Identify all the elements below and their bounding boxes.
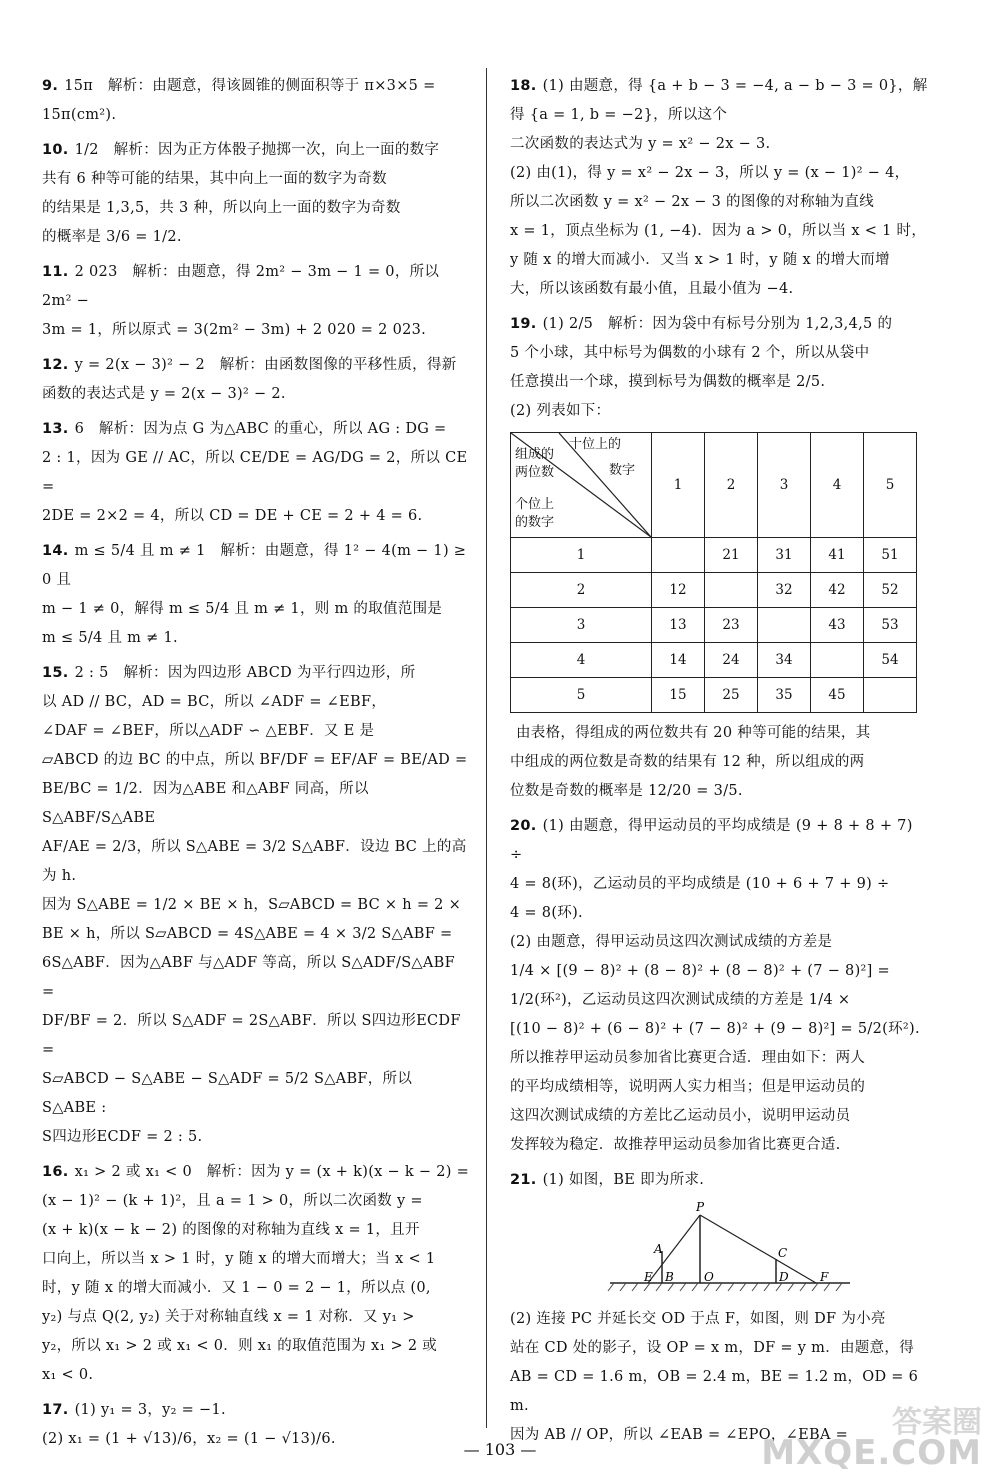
question-number: 13. bbox=[42, 421, 69, 437]
answer-line: m ≤ 5/4 且 m ≠ 1. bbox=[42, 630, 178, 646]
table-cell: 25 bbox=[705, 678, 758, 713]
answer-line: ∠DAF = ∠BEF，所以△ADF ∽ △EBF．又 E 是 bbox=[42, 723, 375, 739]
answer-item bbox=[510, 310, 930, 426]
answer-line: BE × h，所以 S▱ABCD = 4S△ABE = 4 × 3/2 S△ABF = bbox=[42, 926, 453, 942]
answer-line: 15π(cm²). bbox=[42, 107, 117, 123]
answer-line: [(10 − 8)² + (6 − 8)² + (7 − 8)² + (9 − 8)²] = 5/2(环²). bbox=[510, 1021, 920, 1037]
table-cell bbox=[811, 643, 864, 678]
answer-line: 由表格，得组成的两位数共有 20 种等可能的结果，其 bbox=[516, 725, 871, 741]
answer-line: BE/BC = 1/2．因为△ABE 和△ABF 同高，所以 S△ABF/S△ABE bbox=[42, 781, 369, 826]
question-number: 15. bbox=[42, 665, 69, 681]
row-header: 1 bbox=[511, 538, 652, 573]
label-F: F bbox=[820, 1270, 829, 1284]
row-header: 4 bbox=[511, 643, 652, 678]
answer-line: AF/AE = 2/3，所以 S△ABE = 3/2 S△ABF．设边 BC 上的高为 h. bbox=[42, 839, 467, 884]
answer-line: m ≤ 5/4 且 m ≠ 1 解析：由题意，得 1² − 4(m − 1) ≥ 0 且 bbox=[42, 543, 467, 588]
answer-line: 的平均成绩相等，说明两人实力相当；但是甲运动员的 bbox=[510, 1079, 866, 1095]
answer-line: 中组成的两位数是奇数的结果有 12 种，所以组成的两 bbox=[510, 754, 865, 770]
question-number: 14. bbox=[42, 543, 69, 559]
answer-item bbox=[510, 812, 930, 1160]
table-cell: 34 bbox=[758, 643, 811, 678]
table-cell: 14 bbox=[652, 643, 705, 678]
question-number: 10. bbox=[42, 142, 69, 158]
table-cell: 45 bbox=[811, 678, 864, 713]
question-number: 17. bbox=[42, 1402, 69, 1418]
answer-line: 1/4 × [(9 − 8)² + (8 − 8)² + (8 − 8)² + (7 − 8)²] = bbox=[510, 963, 890, 979]
column-divider bbox=[486, 68, 487, 1428]
two-digit-table bbox=[510, 432, 917, 713]
answer-line: y₂，所以 x₁ > 2 或 x₁ < 0．则 x₁ 的取值范围为 x₁ > 2 或 bbox=[42, 1338, 438, 1354]
answer-item bbox=[510, 1166, 930, 1195]
label-A: A bbox=[654, 1242, 663, 1256]
label-C: C bbox=[778, 1246, 788, 1260]
table-cell bbox=[652, 538, 705, 573]
answer-line: 2 : 1，因为 GE // AC，所以 CE/DE = AG/DG = 2，所以 CE = bbox=[42, 450, 468, 495]
answer-line: 的概率是 3/6 = 1/2. bbox=[42, 229, 182, 245]
header-number-label: 组成的 bbox=[515, 447, 555, 462]
label-D: D bbox=[779, 1270, 789, 1284]
table-cell: 13 bbox=[652, 608, 705, 643]
answer-line: (2) 由题意，得甲运动员这四次测试成绩的方差是 bbox=[510, 934, 833, 950]
table-cell: 51 bbox=[864, 538, 917, 573]
answer-line: 2DE = 2×2 = 4，所以 CD = DE + CE = 2 + 4 = 6. bbox=[42, 508, 423, 524]
answer-line: 1/2(环²)，乙运动员这四次测试成绩的方差是 1/4 × bbox=[510, 992, 851, 1008]
table-cell: 41 bbox=[811, 538, 864, 573]
answer-item bbox=[42, 415, 470, 531]
header-number-label-2: 两位数 bbox=[515, 465, 555, 480]
col-header: 3 bbox=[758, 433, 811, 538]
table-header-row bbox=[511, 433, 917, 538]
answer-line: y = 2(x − 3)² − 2 解析：由函数图像的平移性质，得新 bbox=[74, 357, 457, 373]
table-cell bbox=[758, 608, 811, 643]
header-tens-label: 十位上的 bbox=[569, 437, 622, 452]
question-number: 9. bbox=[42, 78, 59, 94]
answer-line: 因为 S△ABE = 1/2 × BE × h，S▱ABCD = BC × h = 2 × bbox=[42, 897, 462, 913]
answer-item bbox=[42, 136, 470, 252]
table-row bbox=[511, 573, 917, 608]
table-cell: 52 bbox=[864, 573, 917, 608]
page-number: — 103 — bbox=[463, 1440, 537, 1459]
answer-item bbox=[510, 72, 930, 304]
row-header: 3 bbox=[511, 608, 652, 643]
table-cell: 15 bbox=[652, 678, 705, 713]
header-digit-label: 数字 bbox=[609, 463, 636, 478]
answer-line: y₂) 与点 Q(2, y₂) 关于对称轴直线 x = 1 对称．又 y₁ > bbox=[42, 1309, 415, 1325]
table-cell: 12 bbox=[652, 573, 705, 608]
answer-line: (1) 由题意，得 {a + b − 3 = −4, a − b − 3 = 0}，解得 {a = 1, b = −2}，所以这个 bbox=[510, 78, 928, 123]
answer-line: (x + k)(x − k − 2) 的图像的对称轴为直线 x = 1，且开 bbox=[42, 1222, 420, 1238]
answer-line: (x − 1)² − (k + 1)²，且 a = 1 > 0，所以二次函数 y = bbox=[42, 1193, 423, 1209]
answer-item bbox=[42, 537, 470, 653]
header-ones-label: 个位上 bbox=[515, 497, 555, 512]
answer-line: 的结果是 1,3,5，共 3 种，所以向上一面的数字为奇数 bbox=[42, 200, 401, 216]
answer-line: 函数的表达式是 y = 2(x − 3)² − 2. bbox=[42, 386, 286, 402]
answer-line: y 随 x 的增大而减小．又当 x > 1 时，y 随 x 的增大而增 bbox=[510, 252, 890, 268]
answer-line: 因为 AB // OP，所以 ∠EAB = ∠EPO，∠EBA = bbox=[510, 1427, 849, 1443]
answer-line: 站在 CD 处的影子，设 OP = x m，DF = y m．由题意，得 bbox=[510, 1340, 914, 1356]
label-E: E bbox=[644, 1270, 653, 1284]
right-column bbox=[510, 72, 930, 1456]
row-header: 5 bbox=[511, 678, 652, 713]
answer-line: 4 = 8(环). bbox=[510, 905, 583, 921]
answer-line: 2 023 解析：由题意，得 2m² − 3m − 1 = 0，所以 2m² − bbox=[42, 264, 440, 309]
answer-item bbox=[42, 1158, 470, 1390]
table-cell: 31 bbox=[758, 538, 811, 573]
answer-line: (2) 由(1)，得 y = x² − 2x − 3，所以 y = (x − 1)² − 4， bbox=[510, 165, 910, 181]
header-ones-label-2: 的数字 bbox=[515, 515, 555, 530]
answer-item bbox=[42, 351, 470, 409]
table-cell: 42 bbox=[811, 573, 864, 608]
answer-line: 6 解析：因为点 G 为△ABC 的重心，所以 AG : DG = bbox=[74, 421, 447, 437]
answer-line: 所以推荐甲运动员参加省比赛更合适．理由如下：两人 bbox=[510, 1050, 866, 1066]
table-row bbox=[511, 538, 917, 573]
col-header: 5 bbox=[864, 433, 917, 538]
table-cell: 53 bbox=[864, 608, 917, 643]
table-corner-header bbox=[511, 433, 652, 538]
answer-item bbox=[510, 719, 930, 806]
question-number: 18. bbox=[510, 78, 537, 94]
answer-line: 共有 6 种等可能的结果，其中向上一面的数字为奇数 bbox=[42, 171, 387, 187]
col-header: 2 bbox=[705, 433, 758, 538]
answer-line: 15π 解析：由题意，得该圆锥的侧面积等于 π×3×5 = bbox=[64, 78, 436, 94]
table-row bbox=[511, 678, 917, 713]
answer-line: 6S△ABF．因为△ABF 与△ADF 等高，所以 S△ADF/S△ABF = bbox=[42, 955, 455, 1000]
answer-line: (1) 如图，BE 即为所求. bbox=[542, 1172, 705, 1188]
question-number: 20. bbox=[510, 818, 537, 834]
answer-line: x = 1，顶点坐标为 (1, −4)．因为 a > 0，所以当 x < 1 时， bbox=[510, 223, 927, 239]
answer-line: x₁ > 2 或 x₁ < 0 解析：因为 y = (x + k)(x − k − 2) = bbox=[74, 1164, 470, 1180]
answer-line: 这四次测试成绩的方差比乙运动员小，说明甲运动员 bbox=[510, 1108, 851, 1124]
answer-line: 发挥较为稳定．故推荐甲运动员参加省比赛更合适. bbox=[510, 1137, 841, 1153]
answer-line: x₁ < 0. bbox=[42, 1367, 94, 1383]
answer-line: (2) x₁ = (1 + √13)/6，x₂ = (1 − √13)/6. bbox=[42, 1431, 336, 1447]
answer-line: 4 = 8(环)，乙运动员的平均成绩是 (10 + 6 + 7 + 9) ÷ bbox=[510, 876, 890, 892]
answer-line: 大，所以该函数有最小值，且最小值为 −4. bbox=[510, 281, 794, 297]
label-P: P bbox=[696, 1201, 705, 1214]
answer-line: 以 AD // BC，AD = BC，所以 ∠ADF = ∠EBF， bbox=[42, 694, 387, 710]
table-row bbox=[511, 608, 917, 643]
answer-line: 时，y 随 x 的增大而减小．又 1 − 0 = 2 − 1，所以点 (0, bbox=[42, 1280, 431, 1296]
col-header: 1 bbox=[652, 433, 705, 538]
question-number: 21. bbox=[510, 1172, 537, 1188]
label-O: O bbox=[704, 1270, 714, 1284]
answer-line: DF/BF = 2．所以 S△ADF = 2S△ABF．所以 S四边形ECDF = bbox=[42, 1013, 461, 1058]
table-cell bbox=[705, 573, 758, 608]
answer-line: S▱ABCD − S△ABE − S△ADF = 5/2 S△ABF，所以 S△ABE : bbox=[42, 1071, 413, 1116]
left-column bbox=[42, 72, 470, 1460]
col-header: 4 bbox=[811, 433, 864, 538]
answer-line: S四边形ECDF = 2 : 5. bbox=[42, 1129, 203, 1145]
answer-line: 位数是奇数的概率是 12/20 = 3/5. bbox=[510, 783, 743, 799]
answer-line: m − 1 ≠ 0，解得 m ≤ 5/4 且 m ≠ 1，则 m 的取值范围是 bbox=[42, 601, 443, 617]
table-cell: 21 bbox=[705, 538, 758, 573]
answer-line: ▱ABCD 的边 BC 的中点，所以 BF/DF = EF/AF = BE/AD = bbox=[42, 752, 468, 768]
right-after-figure bbox=[510, 1305, 930, 1450]
table-cell bbox=[864, 678, 917, 713]
answer-line: 二次函数的表达式为 y = x² − 2x − 3. bbox=[510, 136, 771, 152]
answer-line: (1) 由题意，得甲运动员的平均成绩是 (9 + 8 + 8 + 7) ÷ bbox=[510, 818, 913, 863]
answer-line: (1) 2/5 解析：因为袋中有标号分别为 1,2,3,4,5 的 bbox=[542, 316, 893, 332]
table-cell: 24 bbox=[705, 643, 758, 678]
answer-item bbox=[510, 1305, 930, 1450]
label-B: B bbox=[665, 1270, 674, 1284]
answer-line: 任意摸出一个球，摸到标号为偶数的概率是 2/5. bbox=[510, 374, 826, 390]
question-number: 19. bbox=[510, 316, 537, 332]
right-bottom-answers bbox=[510, 719, 930, 1195]
table-body bbox=[511, 538, 917, 713]
answer-line: 所以二次函数 y = x² − 2x − 3 的图像的对称轴为直线 bbox=[510, 194, 875, 210]
shadow-figure bbox=[600, 1201, 860, 1301]
answer-line: 1/2 解析：因为正方体骰子抛掷一次，向上一面的数字 bbox=[74, 142, 440, 158]
answer-line: AB = CD = 1.6 m，OB = 2.4 m，BE = 1.2 m，OD = 6 m. bbox=[510, 1369, 919, 1414]
question-number: 12. bbox=[42, 357, 69, 373]
table-cell: 43 bbox=[811, 608, 864, 643]
table-cell: 32 bbox=[758, 573, 811, 608]
answer-item bbox=[42, 258, 470, 345]
table-row bbox=[511, 643, 917, 678]
table-cell: 35 bbox=[758, 678, 811, 713]
answer-line: 2 : 5 解析：因为四边形 ABCD 为平行四边形，所 bbox=[74, 665, 416, 681]
right-top-answers bbox=[510, 72, 930, 426]
watermark-url: MXQE.COM bbox=[761, 1433, 982, 1473]
answer-line: (2) 列表如下： bbox=[510, 403, 611, 419]
table-cell: 54 bbox=[864, 643, 917, 678]
answer-line: 5 个小球，其中标号为偶数的小球有 2 个，所以从袋中 bbox=[510, 345, 870, 361]
question-number: 11. bbox=[42, 264, 69, 280]
answer-line: 口向上，所以当 x > 1 时，y 随 x 的增大而增大；当 x < 1 bbox=[42, 1251, 436, 1267]
shadow-diagram bbox=[600, 1201, 860, 1301]
answer-item bbox=[42, 659, 470, 1152]
table-cell: 23 bbox=[705, 608, 758, 643]
row-header: 2 bbox=[511, 573, 652, 608]
watermark-logo: 答案圈 bbox=[892, 1405, 982, 1440]
answer-item bbox=[42, 72, 470, 130]
answer-line: (1) y₁ = 3，y₂ = −1. bbox=[74, 1402, 226, 1418]
answer-line: 3m = 1，所以原式 = 3(2m² − 3m) + 2 020 = 2 023. bbox=[42, 322, 427, 338]
question-number: 16. bbox=[42, 1164, 69, 1180]
answer-line: (2) 连接 PC 并延长交 OD 于点 F，如图，则 DF 为小亮 bbox=[510, 1311, 886, 1327]
